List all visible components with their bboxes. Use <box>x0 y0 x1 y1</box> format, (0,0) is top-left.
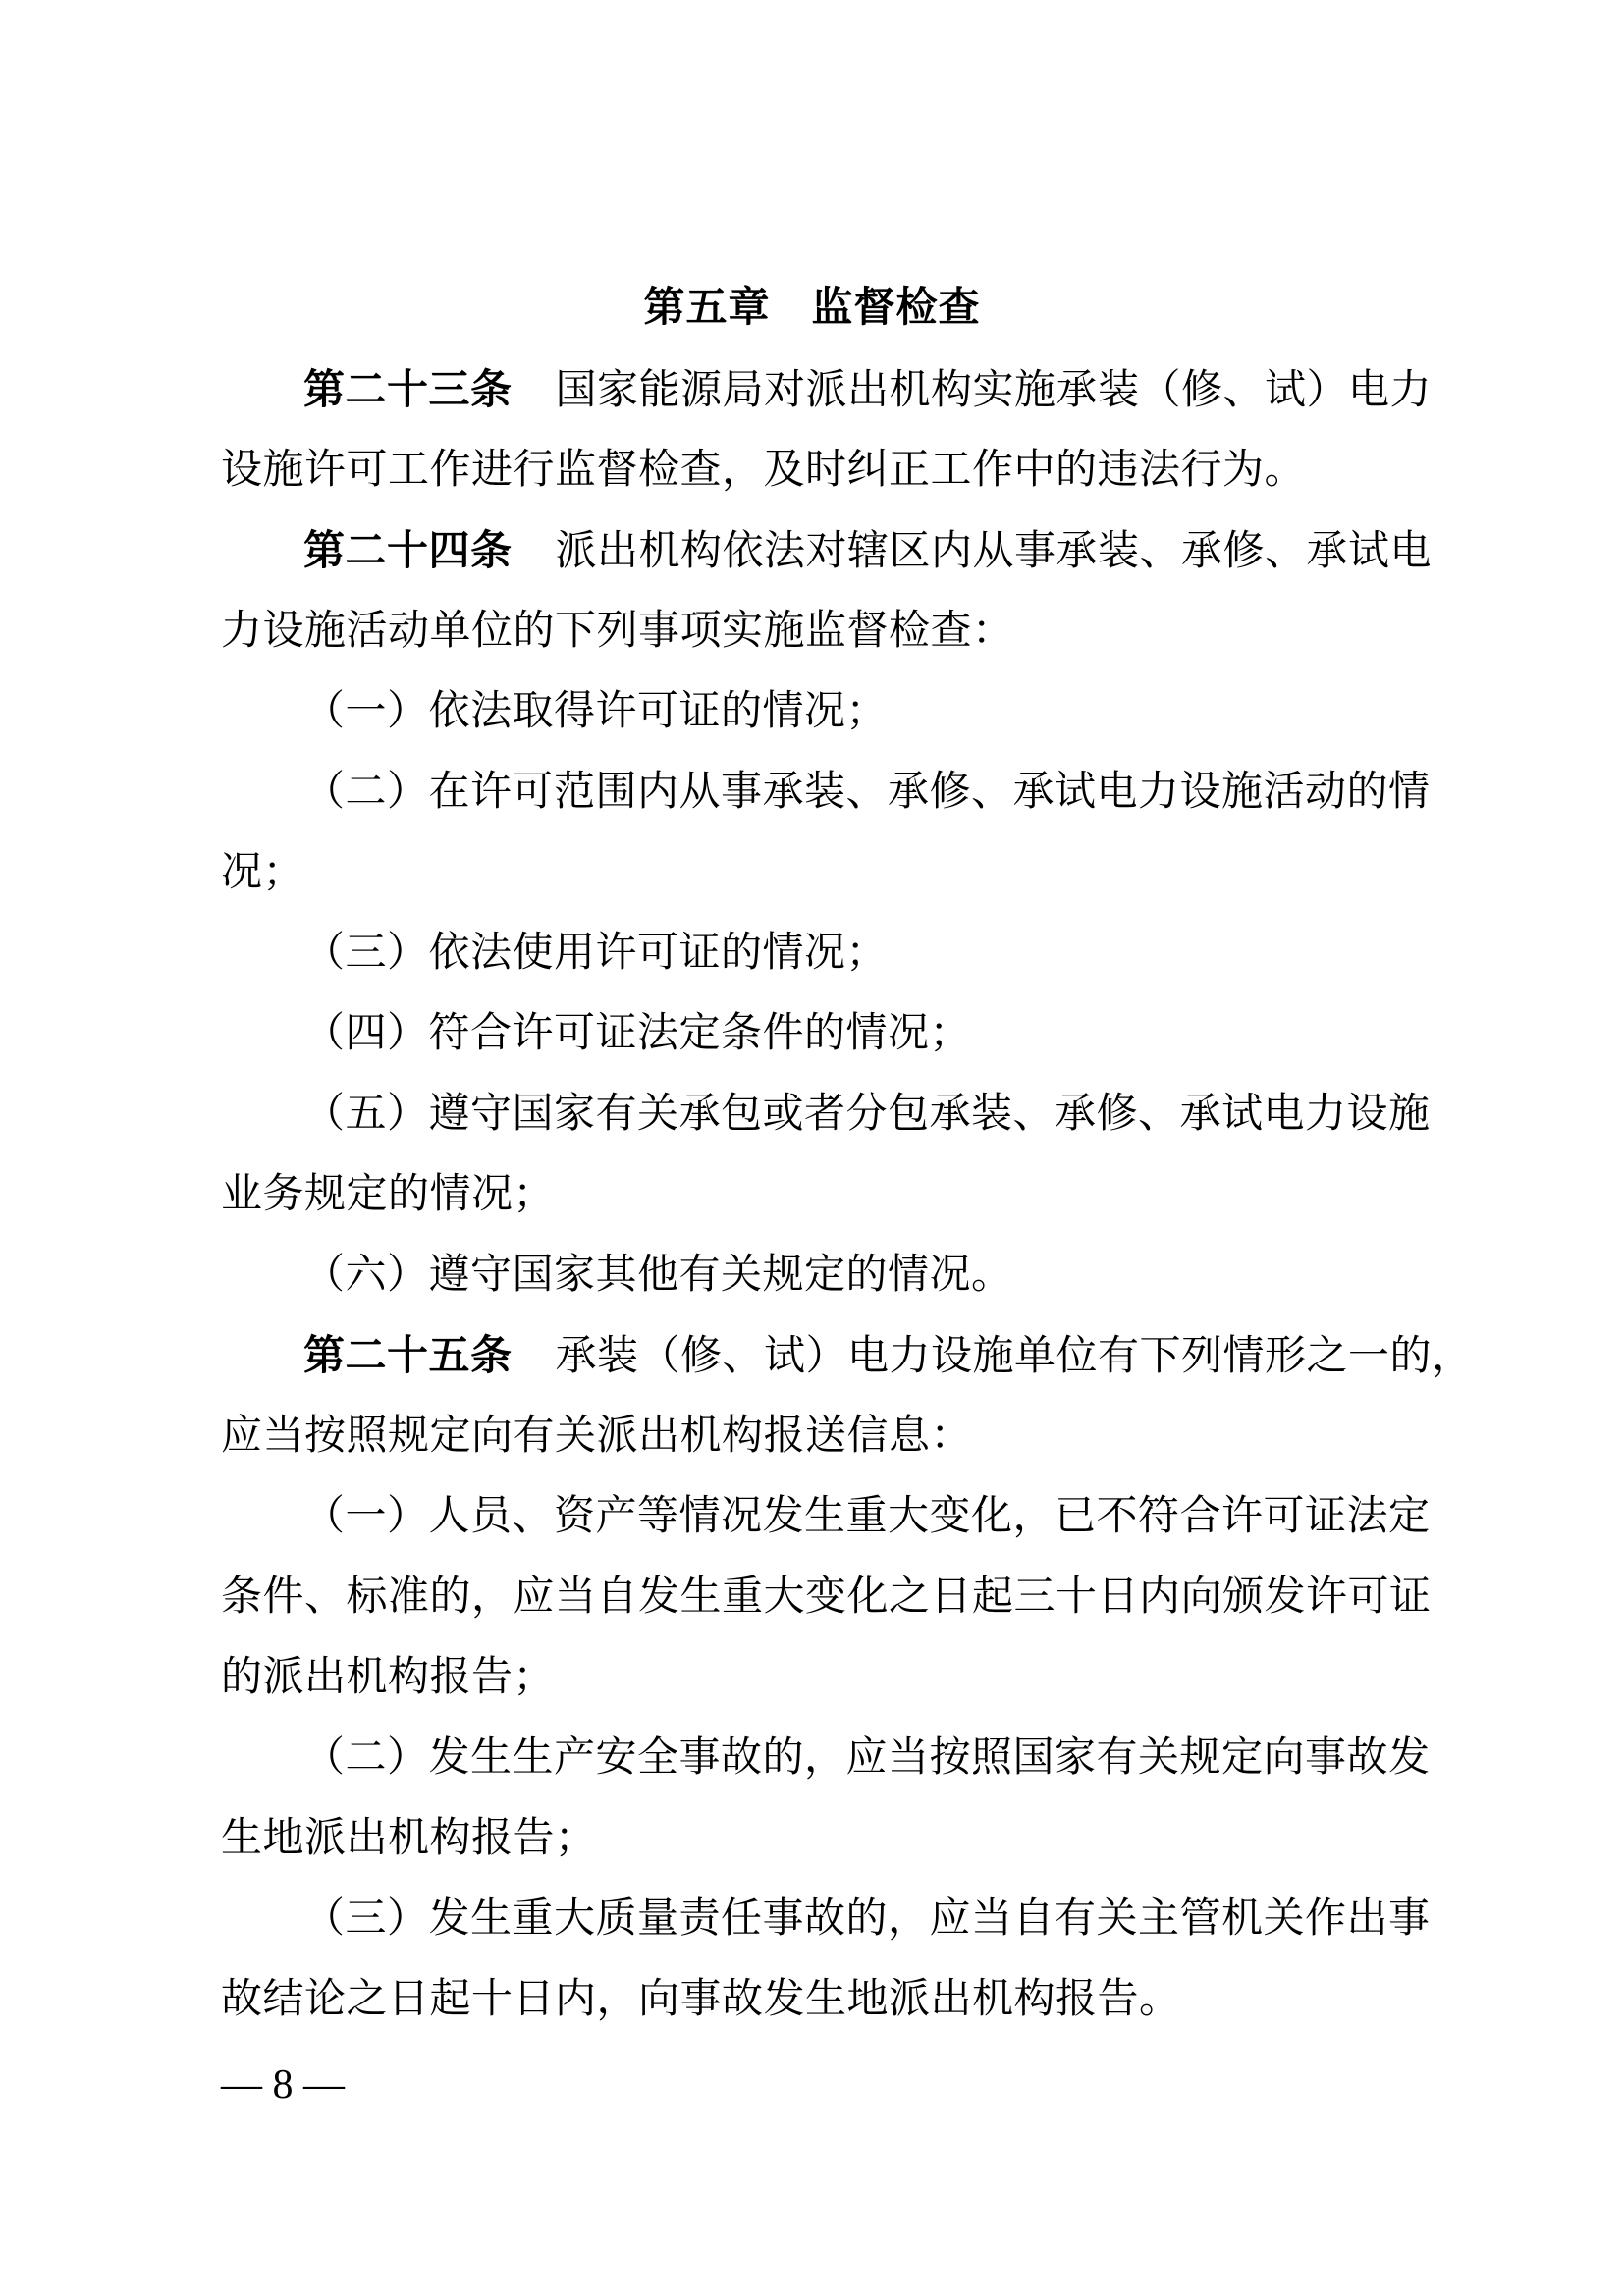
text-line-content: （一）人员、资产等情况发生重大变化，已不符合许可证法定 <box>303 1494 1431 1539</box>
text-line <box>221 1879 1458 1959</box>
text-line <box>221 349 1458 430</box>
text-line-content: （一）依法取得许可证的情况； <box>303 689 889 734</box>
article-number: 第二十四条 <box>303 527 513 573</box>
text-line-content: （二）发生生产安全事故的，应当按照国家有关规定向事故发 <box>303 1735 1431 1781</box>
text-line-content: （三）发生重大质量责任事故的，应当自有关主管机关作出事 <box>303 1896 1431 1942</box>
text-line-content: 派出机构依法对辖区内从事承装、承修、承试电 <box>555 529 1433 574</box>
text-line <box>221 1959 1458 2040</box>
page-number: — 8 — <box>221 2062 345 2108</box>
chapter-heading <box>0 267 1624 347</box>
text-line <box>221 1235 1458 1315</box>
text-line-content: （三）依法使用许可证的情况； <box>303 931 889 976</box>
text-line <box>221 430 1458 510</box>
text-line-content: 生地派出机构报告； <box>221 1816 597 1861</box>
text-line-content: 应当按照规定向有关派出机构报送信息： <box>221 1414 973 1459</box>
article-number: 第二十五条 <box>303 1332 513 1378</box>
text-line <box>221 1396 1458 1476</box>
text-line-content: 条件、标准的，应当自发生重大变化之日起三十日内向颁发许可证 <box>221 1575 1432 1620</box>
text-line-content: 故结论之日起十日内，向事故发生地派出机构报告。 <box>221 1977 1181 2022</box>
text-line <box>221 1154 1458 1235</box>
text-line <box>221 1718 1458 1798</box>
text-line <box>221 510 1458 591</box>
text-line <box>221 832 1458 913</box>
text-line <box>221 1798 1458 1879</box>
text-line-content: 的派出机构报告； <box>221 1655 556 1700</box>
text-line-content: 承装（修、试）电力设施单位有下列情形之一的， <box>555 1334 1474 1379</box>
text-line <box>221 1557 1458 1637</box>
text-line <box>221 752 1458 832</box>
text-line <box>221 591 1458 671</box>
text-line <box>221 1074 1458 1154</box>
text-line <box>221 1476 1458 1557</box>
text-line <box>221 1315 1474 1396</box>
chapter-number: 第五章 <box>643 284 771 330</box>
text-line-content: （六）遵守国家其他有关规定的情况。 <box>303 1253 1013 1298</box>
text-line <box>221 993 1458 1074</box>
text-line-content: （四）符合许可证法定条件的情况； <box>303 1011 972 1056</box>
text-line-content: 力设施活动单位的下列事项实施监督检查： <box>221 609 1014 654</box>
text-line-content: 设施许可工作进行监督检查，及时纠正工作中的违法行为。 <box>221 448 1307 493</box>
text-line-content: 况； <box>221 850 305 895</box>
chapter-title: 监督检查 <box>811 284 981 330</box>
text-line-content: （五）遵守国家有关承包或者分包承装、承修、承试电力设施 <box>303 1092 1431 1137</box>
article-number: 第二十三条 <box>303 366 513 412</box>
text-line-content: 业务规定的情况； <box>221 1172 556 1217</box>
text-line <box>221 913 1458 993</box>
text-line <box>221 1637 1458 1718</box>
text-line-content: （二）在许可范围内从事承装、承修、承试电力设施活动的情 <box>303 770 1431 815</box>
document-body <box>221 349 1474 2040</box>
text-line <box>221 671 1458 752</box>
text-line-content: 国家能源局对派出机构实施承装（修、试）电力 <box>555 368 1433 413</box>
